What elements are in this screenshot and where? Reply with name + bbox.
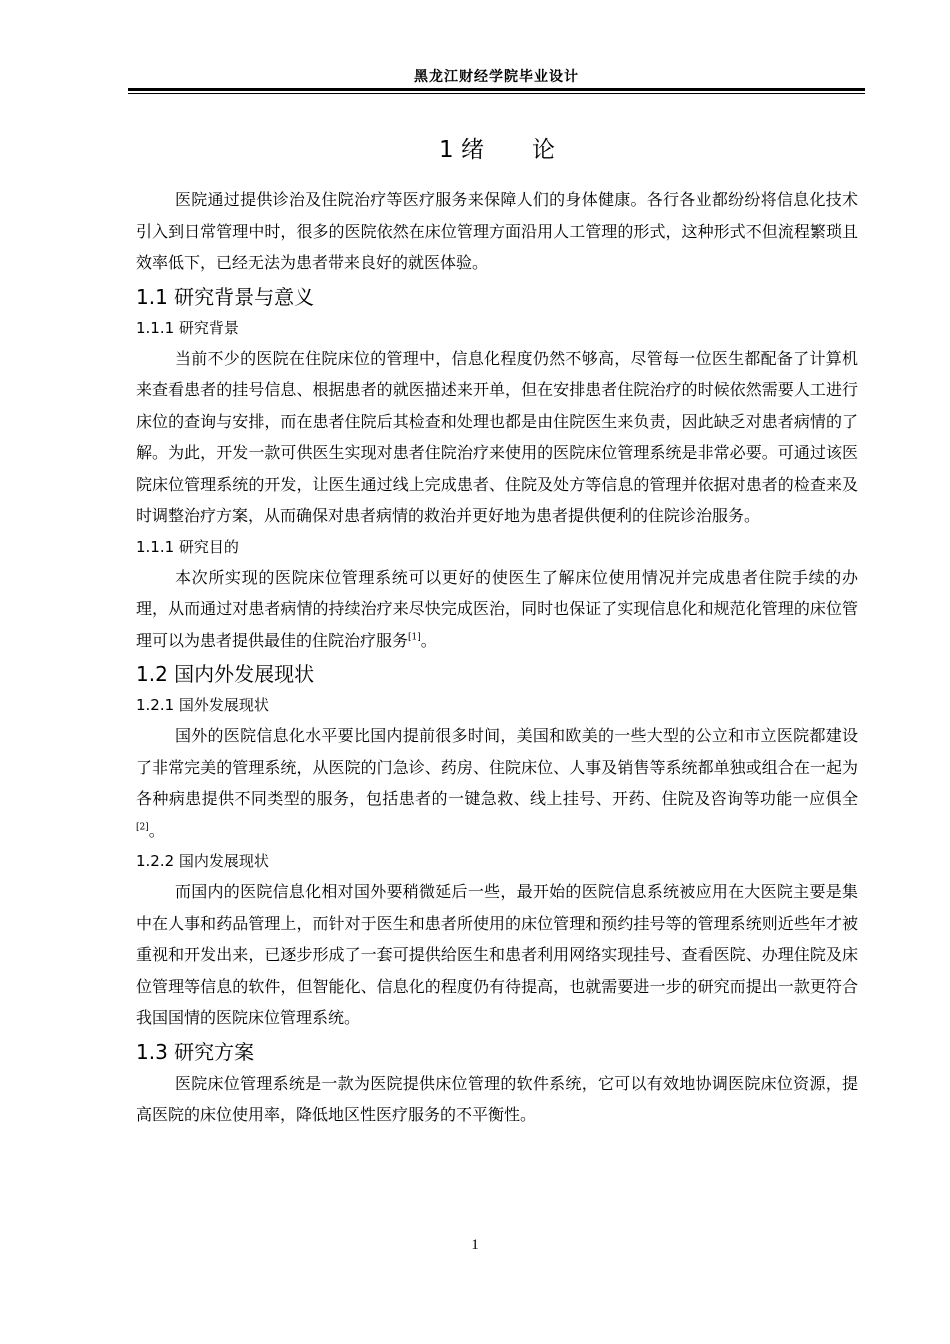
chapter-title-part-b: 论	[531, 137, 555, 163]
citation-ref-1: [1]	[408, 632, 421, 643]
page-header: 黑龙江财经学院毕业设计	[414, 69, 579, 85]
chapter-title	[136, 130, 858, 170]
subsection-heading-background: 1.1.1 研究背景	[136, 318, 239, 337]
chapter-number: 1	[439, 137, 454, 163]
citation-ref-2: [2]	[136, 822, 149, 833]
header-rule-thin	[128, 93, 865, 94]
foreign-text: 国外的医院信息化水平要比国内提前很多时间，美国和欧美的一些大型的公立和市立医院都建设了非常完美的管理系统，从医院的门急诊、药房、住院床位、人事及销售等系统都单独或组合在一起为各种病患提供不同类型的服务，包括患者的一键急救、线上挂号、开药、住院及咨询等功能一应俱全	[136, 726, 858, 808]
subsection-heading-purpose: 1.1.1 研究目的	[136, 537, 239, 556]
section-heading-1-2: 1.2 国内外发展现状	[136, 662, 315, 686]
plan-paragraph: 医院床位管理系统是一款为医院提供床位管理的软件系统，它可以有效地协调医院床位资源，提高医院的床位使用率，降低地区性医疗服务的不平衡性。	[136, 1073, 858, 1124]
purpose-text: 本次所实现的医院床位管理系统可以更好的使医生了解床位使用情况并完成患者住院手续的办理，从而通过对患者病情的持续治疗来尽快完成医治，同时也保证了实现信息化和规范化管理的床位管理可以为患者提供最佳的住院治疗服务	[136, 567, 858, 650]
foreign-end: 。	[148, 820, 165, 840]
section-heading-1-3: 1.3 研究方案	[136, 1039, 255, 1064]
page-body	[136, 130, 858, 1131]
purpose-paragraph	[136, 562, 858, 657]
intro-paragraph: 医院通过提供诊治及住院治疗等医疗服务来保障人们的身体健康。各行各业都纷纷将信息化技术引入到日常管理中时，很多的医院依然在床位管理方面沿用人工管理的形式，这种形式不但流程繁琐且效率低下，已经无法为患者带来良好的就医体验。	[136, 190, 858, 272]
background-paragraph: 当前不少的医院在住院床位的管理中，信息化程度仍然不够高，尽管每一位医生都配备了计算机来查看患者的挂号信息、根据患者的就医描述来开单，但在安排患者住院治疗的时候依然需要人工进行床位的查询与安排，而在患者住院后其检查和处理也都是由住院医生来负责，因此缺乏对患者病情的了解。为此，开发一款可供医生实现对患者住院治疗来使用的医院床位管理系统是非常必要。可通过该医院床位管理系统的开发，让医生通过线上完成患者、住院及处方等信息的管理并依据对患者的检查来及时调整治疗方案，从而确保对患者病情的救治并更好地为患者提供便利的住院诊治服务。	[136, 348, 858, 525]
subsection-heading-domestic: 1.2.2 国内发展现状	[136, 852, 269, 870]
header-rule-thick	[128, 88, 865, 91]
purpose-end: 。	[420, 630, 437, 650]
section-heading-1-1: 1.1 研究背景与意义	[136, 284, 315, 309]
chapter-title-part-a: 绪	[460, 137, 484, 163]
subsection-heading-foreign: 1.2.1 国外发展现状	[136, 696, 269, 714]
foreign-paragraph	[136, 720, 858, 846]
page-number: 1	[471, 1237, 479, 1253]
domestic-paragraph: 而国内的医院信息化相对国外要稍微延后一些，最开始的医院信息系统被应用在大医院主要是集中在人事和药品管理上，而针对于医生和患者所使用的床位管理和预约挂号等的管理系统则近些年才被重视和开发出来，已逐步形成了一套可提供给医生和患者利用网络实现挂号、查看医院、办理住院及床位管理等信息的软件，但智能化、信息化的程度仍有待提高，也就需要进一步的研究而提出一款更符合我国国情的医院床位管理系统。	[136, 882, 858, 1027]
